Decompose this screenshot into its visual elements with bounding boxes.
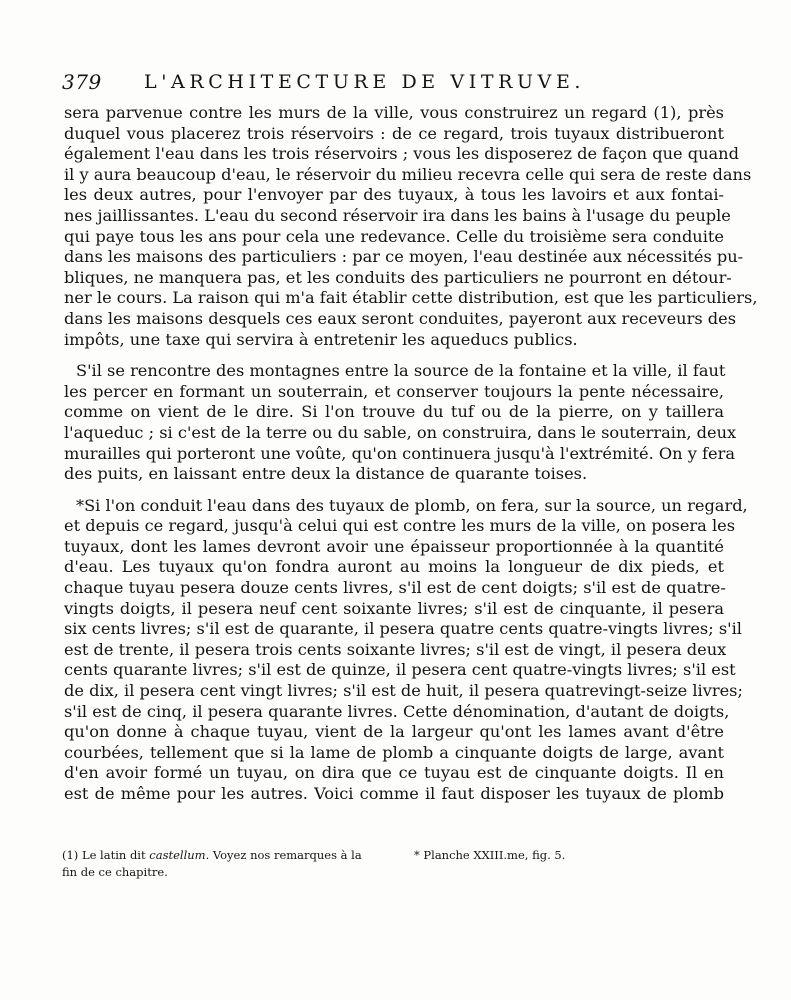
footnote-latin-term: castellum: [149, 848, 206, 862]
paragraph-2: [64, 361, 737, 485]
text-line: ner le cours. La raison qui m'a fait établir cette distribution, est que les particuliers,: [64, 288, 758, 308]
text-line: courbées, tellement que si la lame de plomb a cinquante doigts de large, avant: [64, 742, 724, 762]
text-line: six cents livres; s'il est de quarante, il pesera quatre cents quatre-vingts livres; s'il: [64, 619, 742, 639]
text-line: S'il se rencontre des montagnes entre la source de la fontaine et la ville, il faut: [76, 361, 726, 381]
text-line: d'eau. Les tuyaux qu'on fondra auront au moins la longueur de dix pieds, et: [64, 557, 724, 577]
paragraph-gap: [64, 485, 724, 496]
text-line: d'en avoir formé un tuyau, on dira que ce tuyau est de cinquante doigts. Il en: [64, 763, 724, 783]
text-line: les deux autres, pour l'envoyer par des tuyaux, à tous les lavoirs et aux fontai-: [64, 185, 724, 205]
text-line: également l'eau dans les trois réservoirs ; vous les disposerez de façon que quand: [64, 144, 739, 164]
text-line: est de même pour les autres. Voici comme il faut disposer les tuyaux de plomb: [64, 784, 724, 803]
text-line: nes jaillissantes. L'eau du second réservoir ira dans les bains à l'usage du peuple: [64, 205, 731, 225]
text-line: et depuis ce regard, jusqu'à celui qui est contre les murs de la ville, on posera les: [64, 516, 736, 536]
footnote-line: * Planche XXIII.me, fig. 5.: [414, 848, 566, 862]
footnote-line: fin de ce chapitre.: [62, 865, 168, 879]
text-line: dans les maisons des particuliers : par ce moyen, l'eau destinée aux nécessités pu-: [64, 247, 744, 267]
text-line: de dix, il pesera cent vingt livres; s'il est de huit, il pesera quatrevingt-seize livres;: [64, 681, 743, 701]
text-line: duquel vous placerez trois réservoirs : de ce regard, trois tuyaux distribueront: [64, 123, 724, 143]
text-line: l'aqueduc ; si c'est de la terre ou du sable, on construira, dans le souterrain, deux: [64, 422, 737, 442]
text-line: bliques, ne manquera pas, et les conduits des particuliers ne pourront en détour-: [64, 267, 732, 287]
footnote-text: (1) Le latin dit: [62, 848, 150, 862]
text-line: est de trente, il pesera trois cents soixante livres; s'il est de vingt, il pesera deux: [64, 639, 727, 659]
text-line: impôts, une taxe qui servira à entretenir les aqueducs publics.: [64, 329, 578, 349]
text-line: sera parvenue contre les murs de la ville, vous construirez un regard (1), près: [64, 103, 724, 122]
running-head: [62, 70, 742, 94]
text-line: il y aura beaucoup d'eau, le réservoir du milieu recevra celle qui sera de reste dans: [64, 164, 752, 184]
footnote-1: [62, 847, 392, 881]
text-line: cents quarante livres; s'il est de quinze, il pesera cent quatre-vingts livres; s'il est: [64, 660, 736, 680]
text-line: *Si l'on conduit l'eau dans des tuyaux de plomb, on fera, sur la source, un regard,: [76, 495, 748, 515]
paragraph-1: [64, 103, 758, 350]
text-line: des puits, en laissant entre deux la distance de quarante toises.: [64, 464, 588, 484]
text-line: qui paye tous les ans pour cela une redevance. Celle du troisième sera conduite: [64, 226, 724, 246]
text-line: vingts doigts, il pesera neuf cent soixante livres; s'il est de cinquante, il pesera: [64, 598, 724, 618]
text-line: qu'on donne à chaque tuyau, vient de la largeur qu'ont les lames avant d'être: [64, 722, 724, 742]
paragraph-3: [64, 495, 748, 805]
running-title: L'ARCHITECTURE DE VITRUVE.: [144, 71, 586, 93]
body-text: [64, 103, 758, 805]
text-line: les percer en formant un souterrain, et conserver toujours la pente nécessaire,: [64, 381, 724, 401]
text-line: murailles qui porteront une voûte, qu'on continuera jusqu'à l'extrémité. On y fera: [64, 443, 735, 463]
text-line: comme on vient de le dire. Si l'on trouve du tuf ou de la pierre, on y taillera: [64, 402, 724, 422]
text-line: dans les maisons desquels ces eaux seront conduites, payeront aux receveurs des: [64, 308, 737, 328]
text-line: tuyaux, dont les lames devront avoir une épaisseur proportionnée à la quantité: [64, 536, 724, 556]
page-number: 379: [62, 70, 102, 94]
text-line: chaque tuyau pesera douze cents livres, s'il est de cent doigts; s'il est de quatre-: [64, 578, 726, 598]
footnote-line: [62, 847, 392, 864]
text-line: s'il est de cinq, il pesera quarante livres. Cette dénomination, d'autant de doigts,: [64, 701, 730, 721]
paragraph-gap: [64, 350, 724, 361]
footnote-plate-reference: [414, 847, 734, 864]
footnote-text: . Voyez nos remarques à la: [205, 848, 362, 862]
